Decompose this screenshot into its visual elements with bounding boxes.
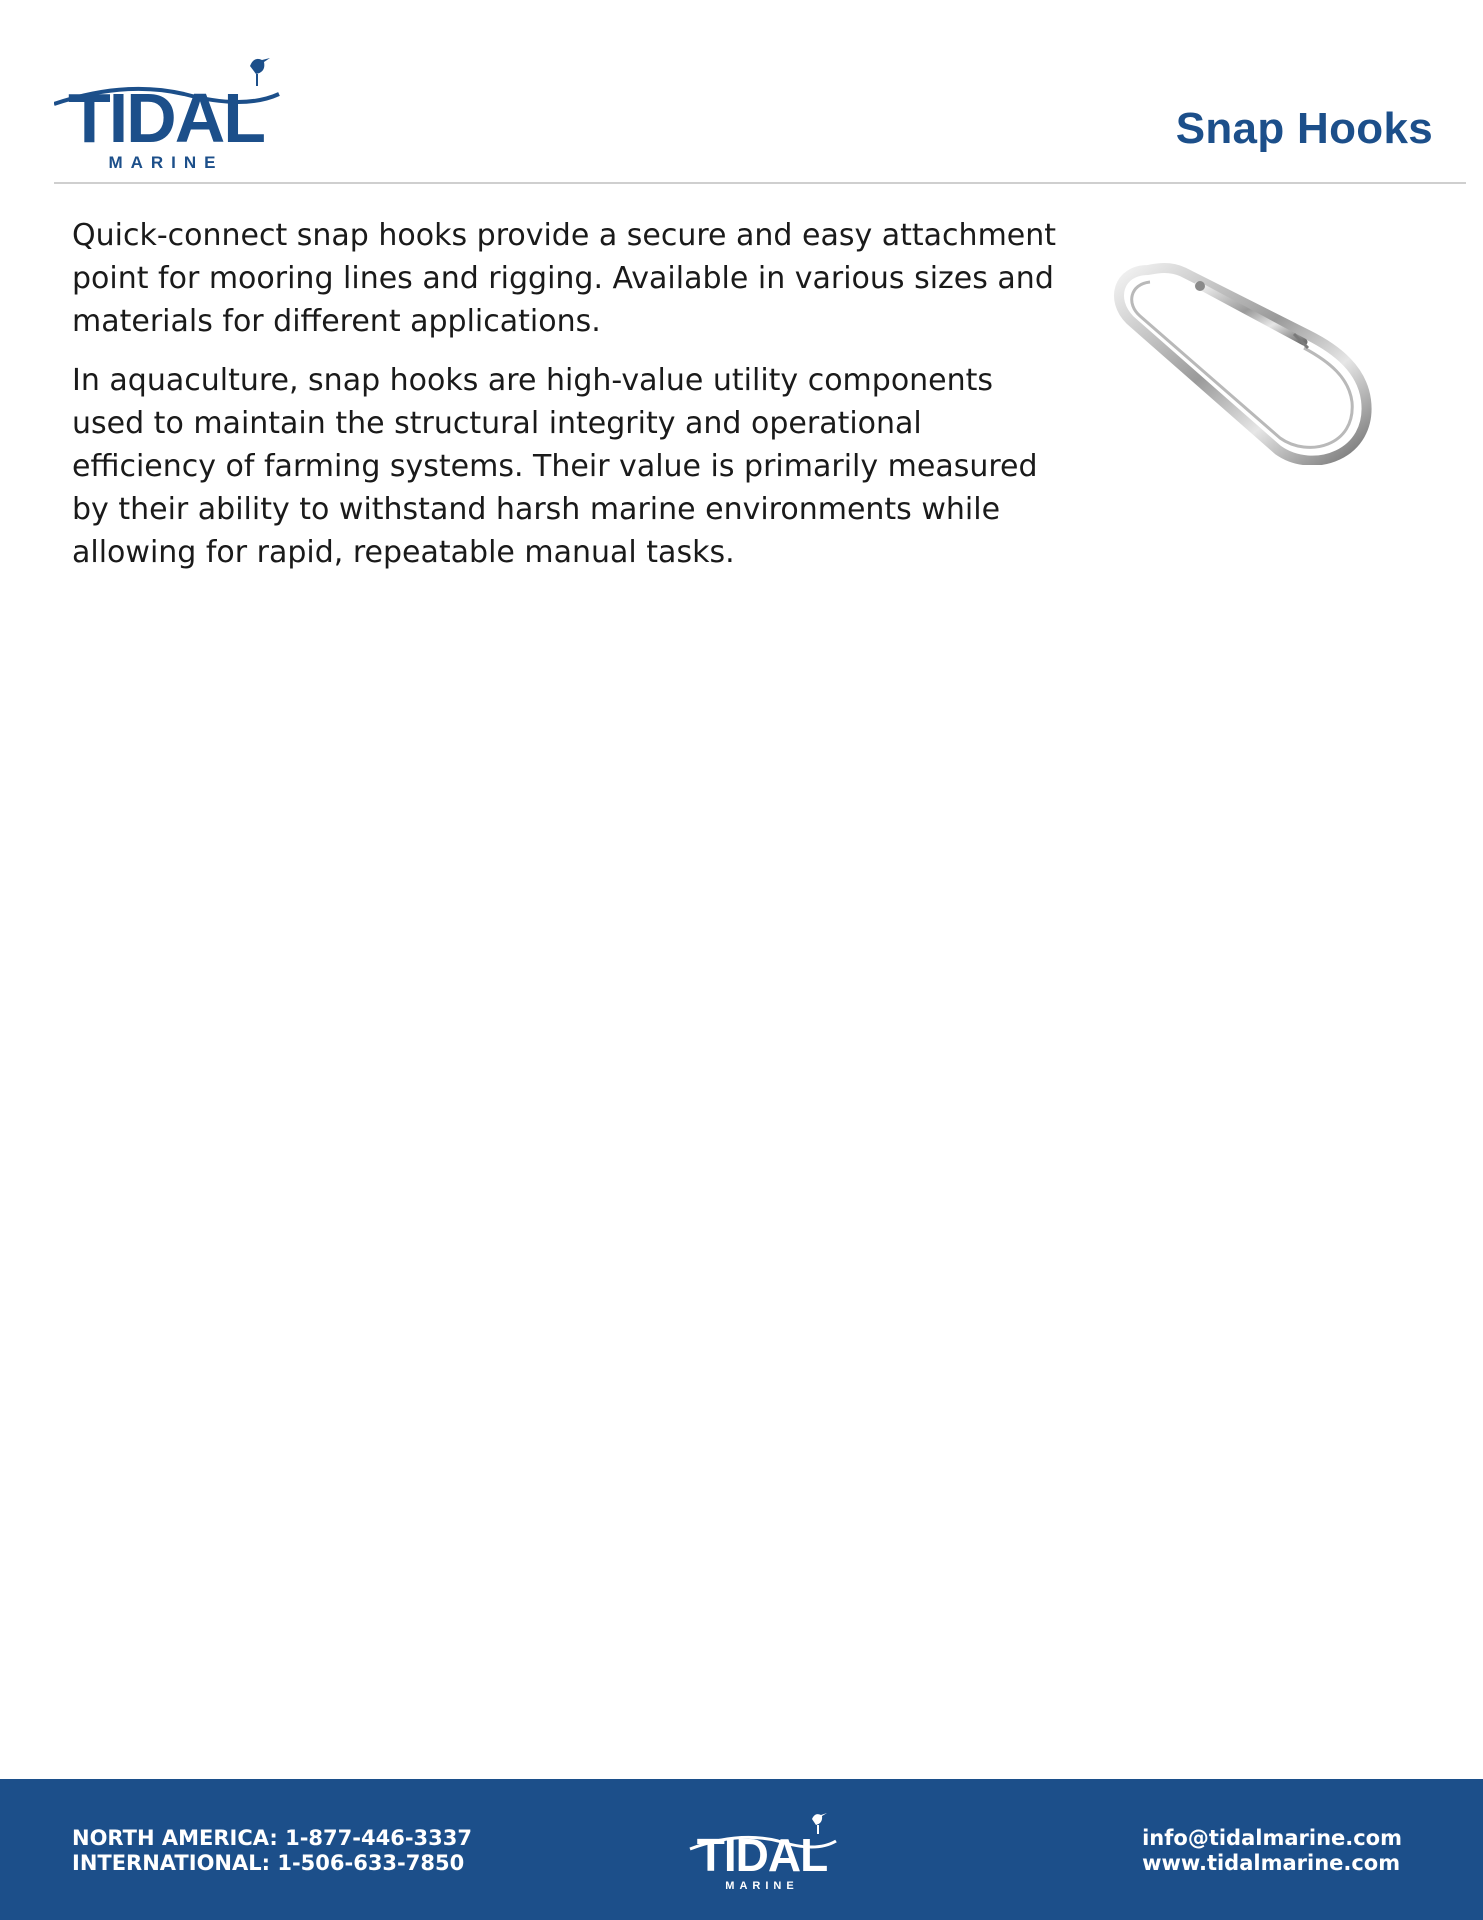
phone-international: INTERNATIONAL: 1-506-633-7850: [72, 1851, 465, 1875]
tidal-marine-logo: [54, 44, 284, 172]
description-paragraph: Quick-connect snap hooks provide a secure and easy attachment point for mooring lines and rigging. Available in various sizes and materials for different applications.: [72, 218, 1057, 339]
phone-north-america: NORTH AMERICA: 1-877-446-3337: [72, 1826, 472, 1850]
logo-subtext: MARINE: [108, 153, 224, 172]
page-footer: [0, 1779, 1483, 1920]
footer-logo-wordmark: TIDAL: [696, 1829, 828, 1881]
footer-logo-subtext: MARINE: [725, 1880, 799, 1892]
page-title: Snap Hooks: [1175, 104, 1433, 153]
email-link[interactable]: info@tidalmarine.com: [1142, 1826, 1402, 1850]
website-link[interactable]: www.tidalmarine.com: [1142, 1851, 1401, 1875]
logo-wordmark: TIDAL: [67, 79, 265, 157]
header-divider: [54, 182, 1466, 184]
product-description: [72, 214, 1062, 590]
tidal-marine-footer-logo: [688, 1805, 838, 1893]
description-paragraph: In aquaculture, snap hooks are high-value utility components used to maintain the structural integrity and operational efficiency of farming systems. Their value is primarily measured by their ability to withstand harsh marine environments while allowing for rapid, repeatable manual tasks.: [72, 363, 1038, 570]
snap-hook-icon: [1108, 250, 1378, 465]
footer-contact-info: [1142, 1826, 1402, 1876]
page-header: [0, 0, 1483, 184]
footer-phone-numbers: [72, 1826, 472, 1876]
